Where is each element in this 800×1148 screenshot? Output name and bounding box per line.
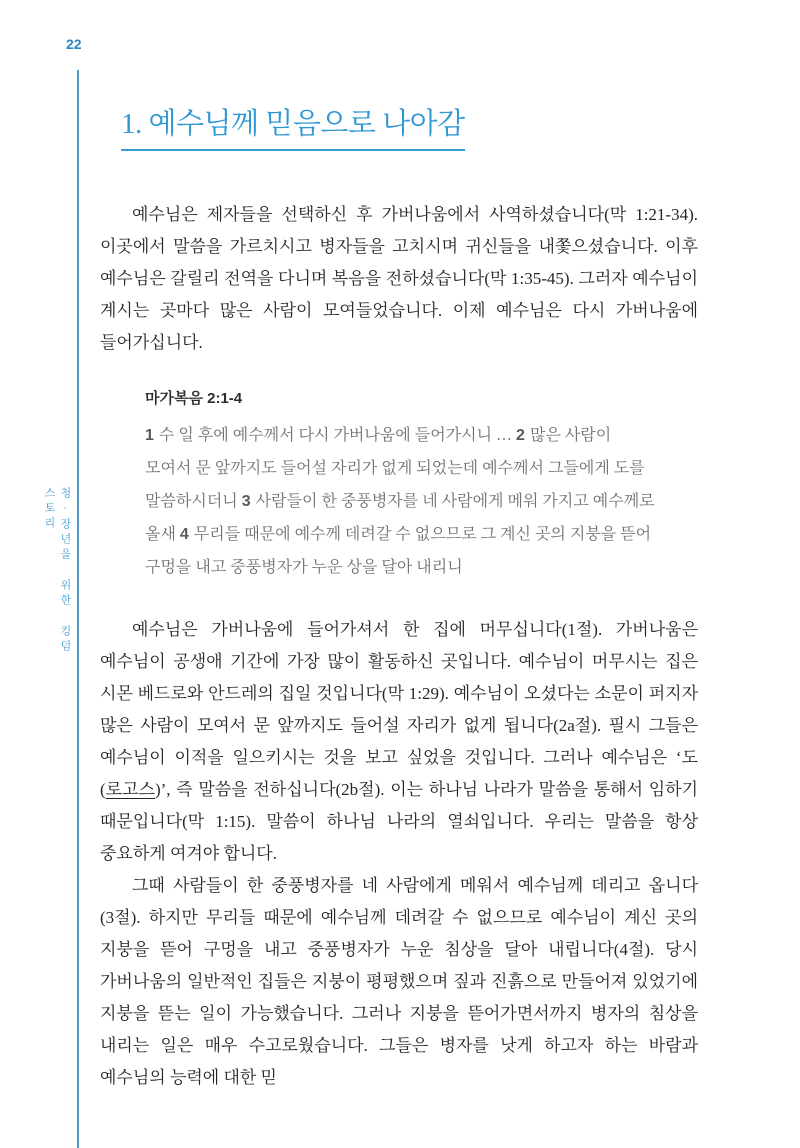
page-number: 22: [66, 36, 82, 52]
scripture-reference: 마가복음 2:1-4: [145, 390, 243, 408]
verse-number: 4: [179, 526, 189, 544]
page-content: [100, 106, 698, 1094]
verse-number: 3: [241, 493, 251, 511]
spine-title: 청·장년을 위한 킹덤 스토리: [43, 487, 71, 655]
verse-number: 1: [145, 427, 154, 445]
vertical-rule: [77, 70, 79, 1148]
logos-term: 로고스: [105, 780, 155, 800]
paragraph-intro: 예수님은 제자들을 선택하신 후 가버나움에서 사역하셨습니다(막 1:21-34). 이곳에서 말씀을 가르치시고 병자들을 고치시며 귀신들을 내쫓으셨습니다. 이후 예수님은 갈릴리 전역을 다니며 복음을 전하셨습니다(막 1:35-45). 그러자 예수님이 계시는 곳마다 많은 사람이 모여들었습니다. 이제 예수님은 다시 가버나움에 들어가십니다.: [100, 205, 698, 353]
paragraph-commentary-2: 그때 사람들이 한 중풍병자를 네 사람에게 메워서 예수님께 데리고 옵니다(3절). 하지만 무리들 때문에 예수님께 데려갈 수 없으므로 예수님이 계신 곳의 지붕을 뜯어 구멍을 내고 중풍병자가 누운 침상을 달아 내립니다(4절). 당시 가버나움의 일반적인 집들은 지붕이 평평했으며 짚과 진흙으로 만들어져 있었기에 지붕을 뜯는 일이 가능했습니다. 그러나 지붕을 뜯어가면서까지 병자의 침상을 내리는 일은 매우 수고로웠습니다. 그들은 병자를 낫게 하고자 하는 바람과 예수님의 능력에 대한 믿: [100, 876, 698, 1088]
scripture-block: [145, 389, 660, 584]
paragraph-text: )’, 즉 말씀을 전하십니다(2b절). 이는 하나님 나라가 말씀을 통해서 임하기 때문입니다(막 1:15). 말씀이 하나님 나라의 열쇠입니다. 우리는 말씀을 항상 중요하게 여겨야 합니다.: [100, 780, 698, 864]
paragraph-text: 예수님은 가버나움에 들어가셔서 한 집에 머무십니다(1절). 가버나움은 예수님이 공생애 기간에 가장 많이 활동하신 곳입니다. 예수님이 머무시는 집은 시몬 베드로와 안드레의 집일 것입니다(막 1:29). 예수님이 오셨다는 소문이 퍼지자 많은 사람이 모여서 문 앞까지도 들어설 자리가 없게 됩니다(2a절). 필시 그들은 예수님이 이적을 일으키시는 것을 보고 싶었을 것입니다. 그러나 예수님은 ‘도(: [100, 620, 698, 800]
verse-text: 무리들 때문에 예수께 데려갈 수 없으므로 그 계신 곳의 지붕을 뜯어 구멍을 내고 중풍병자가 누운 상을 달아 내리니: [145, 526, 652, 577]
verse-text: 수 일 후에 예수께서 다시 가버나움에 들어가시니 …: [158, 427, 517, 445]
paragraph-commentary-1: [100, 614, 698, 870]
scripture-text: [145, 419, 660, 584]
verse-text: 많은 사람이 모여서 문 앞까지도 들어설 자리가 없게 되었는데 예수께서 그들에게 도를 말씀하시더니: [145, 427, 645, 511]
verse-text: 사람들이 한 중풍병자를 네 사람에게 메워 가지고 예수께로 올새: [145, 493, 655, 544]
verse-number: 2: [516, 427, 525, 445]
chapter-title: 1. 예수님께 믿음으로 나아감: [121, 106, 465, 151]
